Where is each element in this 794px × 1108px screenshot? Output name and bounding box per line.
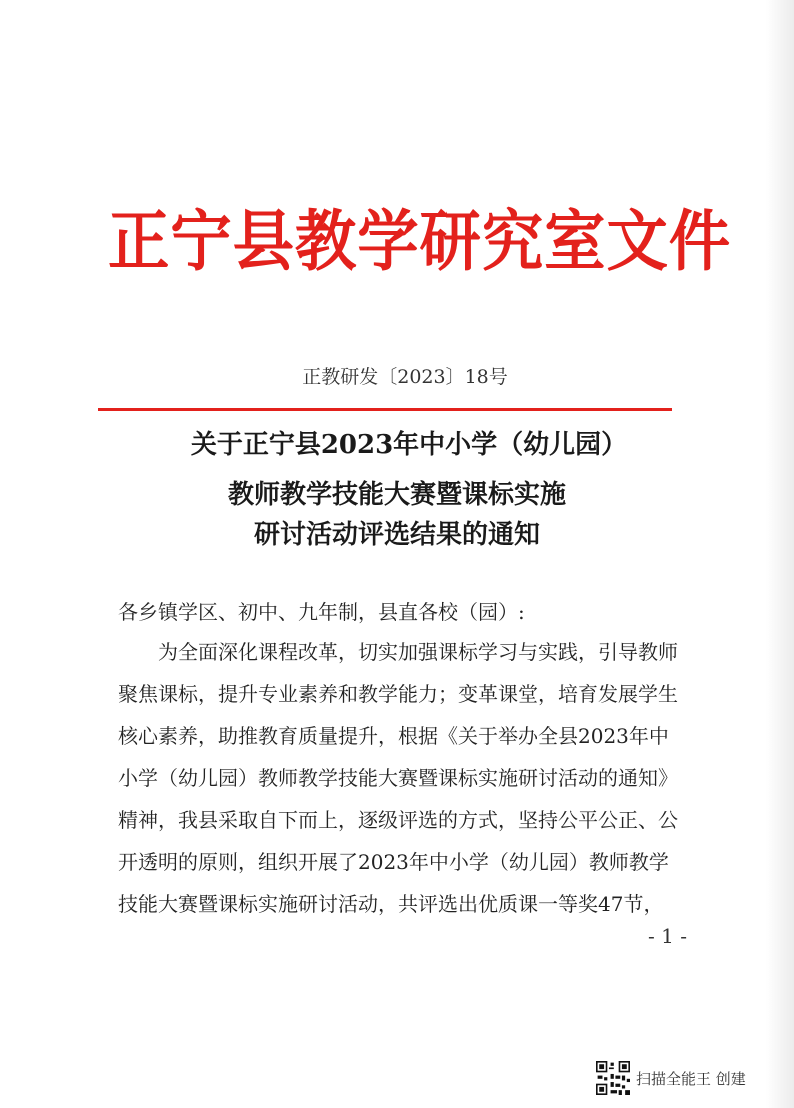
document-header-title: 正宁县教学研究室文件 bbox=[108, 203, 732, 280]
document-number: 正教研发〔2023〕18号 bbox=[302, 366, 508, 388]
notice-title-line-3: 研讨活动评选结果的通知 bbox=[253, 520, 540, 550]
body-paragraph-line: 核心素养，助推教育质量提升，根据《关于举办全县2023年中 bbox=[118, 724, 669, 748]
body-paragraph-line: 为全面深化课程改革，切实加强课标学习与实践，引导教师 bbox=[118, 640, 678, 664]
addressee-line: 各乡镇学区、初中、九年制，县直各校（园）: bbox=[118, 600, 525, 624]
scanner-watermark bbox=[596, 1060, 746, 1096]
body-paragraph-line: 聚焦课标，提升专业素养和教学能力；变革课堂，培育发展学生 bbox=[118, 682, 678, 706]
notice-title-line-1: 关于正宁县2023年中小学（幼儿园） bbox=[190, 430, 628, 460]
body-paragraph-line: 技能大赛暨课标实施研讨活动，共评选出优质课一等奖47节， bbox=[118, 892, 664, 916]
red-divider-line bbox=[98, 408, 672, 411]
watermark-text: 扫描全能王 创建 bbox=[636, 1069, 746, 1088]
body-paragraph-line: 精神，我县采取自下而上，逐级评选的方式，坚持公平公正、公 bbox=[118, 808, 678, 832]
body-paragraph-line: 小学（幼儿园）教师教学技能大赛暨课标实施研讨活动的通知》 bbox=[118, 766, 678, 790]
notice-title-line-2: 教师教学技能大赛暨课标实施 bbox=[227, 480, 566, 510]
body-paragraph-line: 开透明的原则，组织开展了2023年中小学（幼儿园）教师教学 bbox=[118, 850, 669, 874]
page-number: - 1 - bbox=[648, 924, 687, 948]
qr-code-icon bbox=[596, 1061, 630, 1095]
scan-edge-shadow bbox=[766, 0, 794, 1108]
